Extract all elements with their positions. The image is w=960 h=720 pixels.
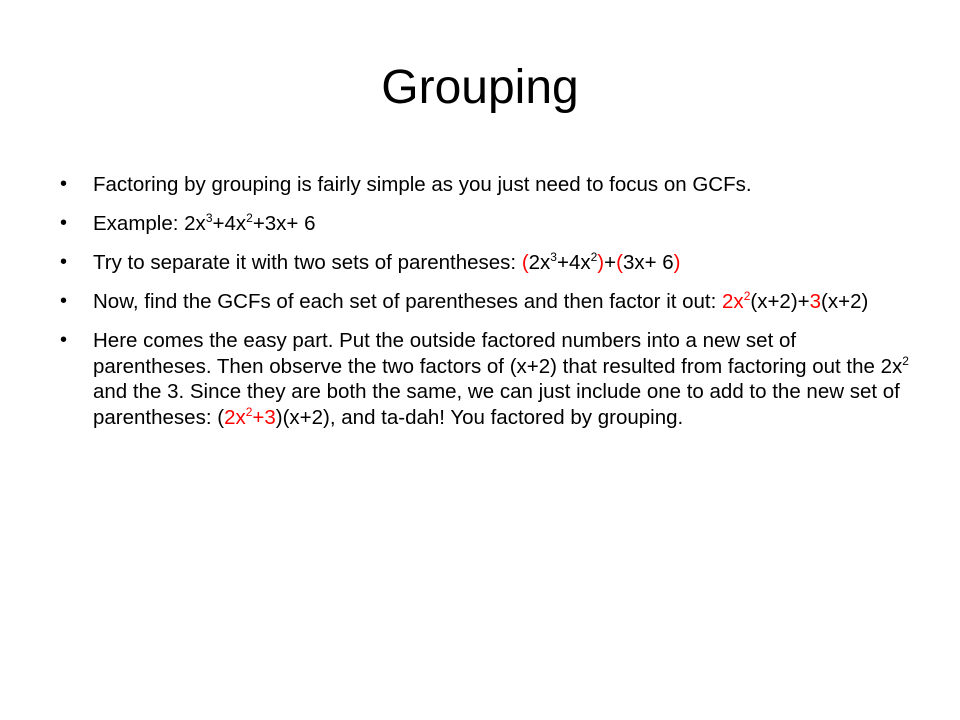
- text-segment: Try to separate it with two sets of parentheses:: [93, 251, 522, 274]
- text-segment: (x+2): [821, 290, 869, 313]
- superscript: 2: [245, 404, 253, 419]
- superscript: 2: [743, 289, 751, 303]
- bullet-dot-icon: •: [60, 290, 68, 312]
- bullet-dot-icon: •: [60, 329, 68, 351]
- superscript: 2: [902, 353, 909, 368]
- bullet-item: [60, 289, 910, 315]
- superscript: 3: [205, 211, 213, 225]
- bullet-text: [93, 212, 316, 235]
- text-segment: )(x+2), and ta-dah! You factored by grouping.: [275, 405, 684, 429]
- bullet-text: [93, 173, 752, 196]
- superscript: 2: [590, 250, 598, 264]
- text-segment: Example: 2x: [93, 212, 206, 235]
- bullet-item: [60, 172, 910, 198]
- text-segment: 3x+ 6: [622, 251, 674, 274]
- bullet-list: [60, 172, 910, 444]
- text-segment: +4x: [212, 212, 247, 235]
- bullet-item: [60, 211, 910, 237]
- superscript: 3: [550, 250, 557, 264]
- text-segment: (: [616, 251, 623, 274]
- bullet-item: [60, 328, 910, 430]
- text-segment: (x+2)+: [750, 290, 810, 313]
- text-segment: +3: [252, 405, 276, 429]
- text-segment: Here comes the easy part. Put the outside factored numbers into a new set of parentheses. Then observe the two factors of (x+2) that resulted from factoring out the 2x: [93, 329, 903, 378]
- bullet-dot-icon: •: [60, 212, 68, 234]
- bullet-text: [93, 251, 681, 274]
- text-segment: Now, find the GCFs of each set of parentheses and then factor it out:: [93, 290, 723, 313]
- text-segment: 2x: [528, 251, 551, 274]
- text-segment: ): [673, 251, 681, 274]
- text-segment: +3x+ 6: [252, 212, 316, 235]
- text-segment: 2x: [722, 290, 744, 313]
- bullet-item: [60, 250, 910, 276]
- text-segment: ): [597, 251, 605, 274]
- text-segment: Factoring by grouping is fairly simple as you just need to focus on GCFs.: [93, 173, 752, 196]
- bullet-text: [93, 290, 868, 313]
- text-segment: and the 3. Since they are both the same, we can just include one to add to the new set of parentheses: (: [93, 380, 900, 429]
- bullet-text: [93, 329, 909, 429]
- text-segment: +4x: [556, 251, 591, 274]
- text-segment: +: [604, 251, 617, 274]
- bullet-dot-icon: •: [60, 251, 68, 273]
- text-segment: 3: [809, 290, 822, 313]
- text-segment: 2x: [224, 405, 246, 429]
- text-segment: (: [521, 251, 529, 274]
- superscript: 2: [246, 211, 253, 225]
- bullet-dot-icon: •: [60, 173, 68, 195]
- slide-title: Grouping: [381, 61, 579, 114]
